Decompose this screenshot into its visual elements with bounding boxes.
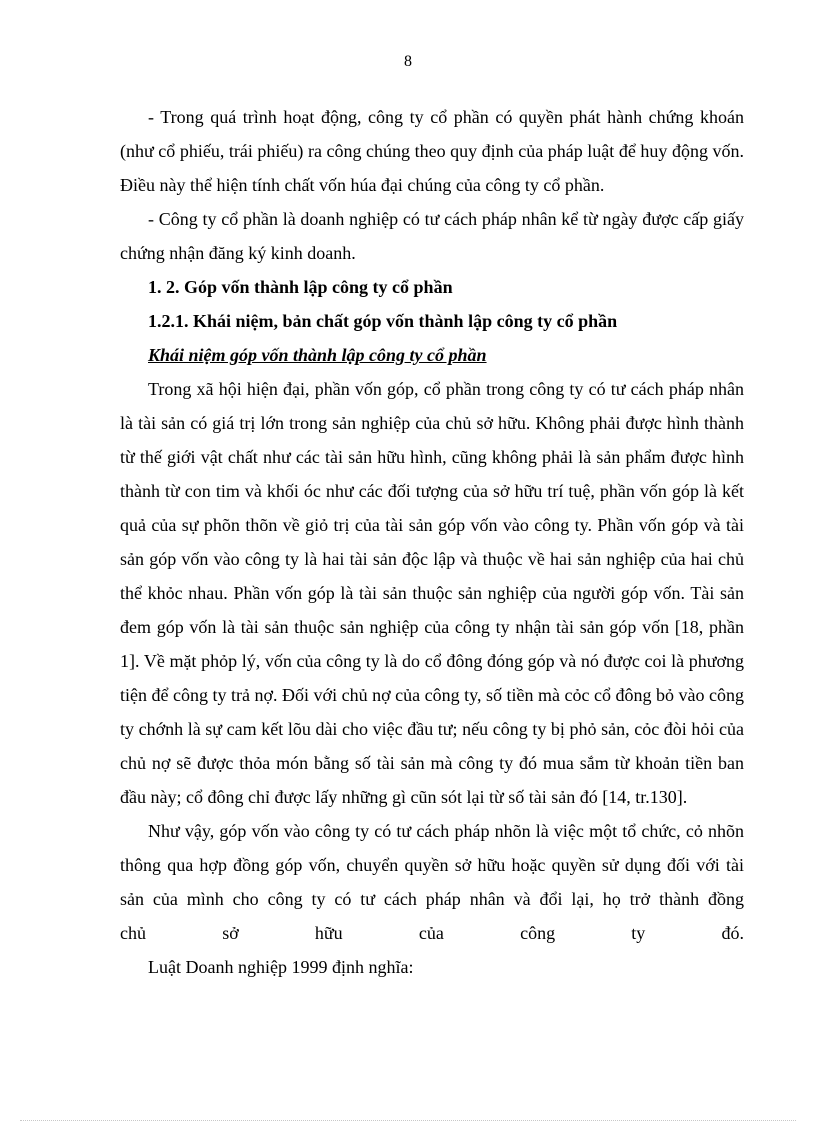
paragraph-law-reference: Luật Doanh nghiệp 1999 định nghĩa: — [148, 957, 414, 977]
section-heading: 1. 2. Góp vốn thành lập công ty cổ phần — [148, 277, 453, 297]
subsection-heading: 1.2.1. Khái niệm, bản chất góp vốn thành lập công ty cổ phần — [148, 311, 618, 331]
page-bottom-rule — [20, 1120, 796, 1121]
document-body — [120, 100, 744, 984]
paragraph-legal-entity: - Công ty cổ phần là doanh nghiệp có tư cách pháp nhân kể từ ngày được cấp giấy chứng nhận đăng ký kinh doanh. — [120, 209, 744, 263]
concept-heading: Khái niệm góp vốn thành lập công ty cổ phần — [148, 345, 487, 365]
paragraph-securities-issuance: - Trong quá trình hoạt động, công ty cổ phần có quyền phát hành chứng khoán (như cổ phiếu, trái phiếu) ra công chúng theo quy định của pháp luật để huy động vốn. Điều này thể hiện tính chất vốn húa đại chúng của công ty cổ phần. — [120, 107, 744, 195]
paragraph-definition-tail: chủ sở hữu của công ty đó. — [120, 923, 744, 943]
paragraph-capital-contribution: Trong xã hội hiện đại, phần vốn góp, cổ phần trong công ty có tư cách pháp nhân là tài sản có giá trị lớn trong sản nghiệp của chủ sở hữu. Không phải được hình thành từ thế giới vật chất như các tài sản hữu hình, cũng không phải là sản phẩm được hình thành từ con tim và khối óc như các đối tượng của sở hữu trí tuệ, phần vốn góp là kết quả của sự phõn thõn về giỏ trị của tài sản góp vốn vào công ty. Phần vốn góp và tài sản góp vốn vào công ty là hai tài sản độc lập và thuộc về hai sản nghiệp của hai chủ thể khỏc nhau. Phần vốn góp là tài sản thuộc sản nghiệp của người góp vốn. Tài sản đem góp vốn là tài sản thuộc sản nghiệp của công ty nhận tài sản góp vốn [18, phần 1]. Về mặt phỏp lý, vốn của công ty là do cổ đông đóng góp và nó được coi là phương tiện để công ty trả nợ. Đối với chủ nợ của công ty, số tiền mà cỏc cổ đông bỏ vào công ty chớnh là sự cam kết lõu dài cho việc đầu tư; nếu công ty bị phỏ sản, cỏc đòi hỏi của chủ nợ sẽ được thỏa món bằng số tài sản mà công ty đó mua sắm từ khoản tiền ban đầu này; cổ đông chỉ được lấy những gì cũn sót lại từ số tài sản đó [14, tr.130]. — [120, 379, 744, 807]
paragraph-definition: Như vậy, góp vốn vào công ty có tư cách pháp nhõn là việc một tổ chức, cỏ nhõn thông qua hợp đồng góp vốn, chuyển quyền sở hữu hoặc quyền sử dụng đối với tài sản của mình cho công ty có tư cách pháp nhân và đổi lại, họ trở thành đồng — [120, 821, 744, 909]
page-number: 8 — [404, 53, 412, 70]
